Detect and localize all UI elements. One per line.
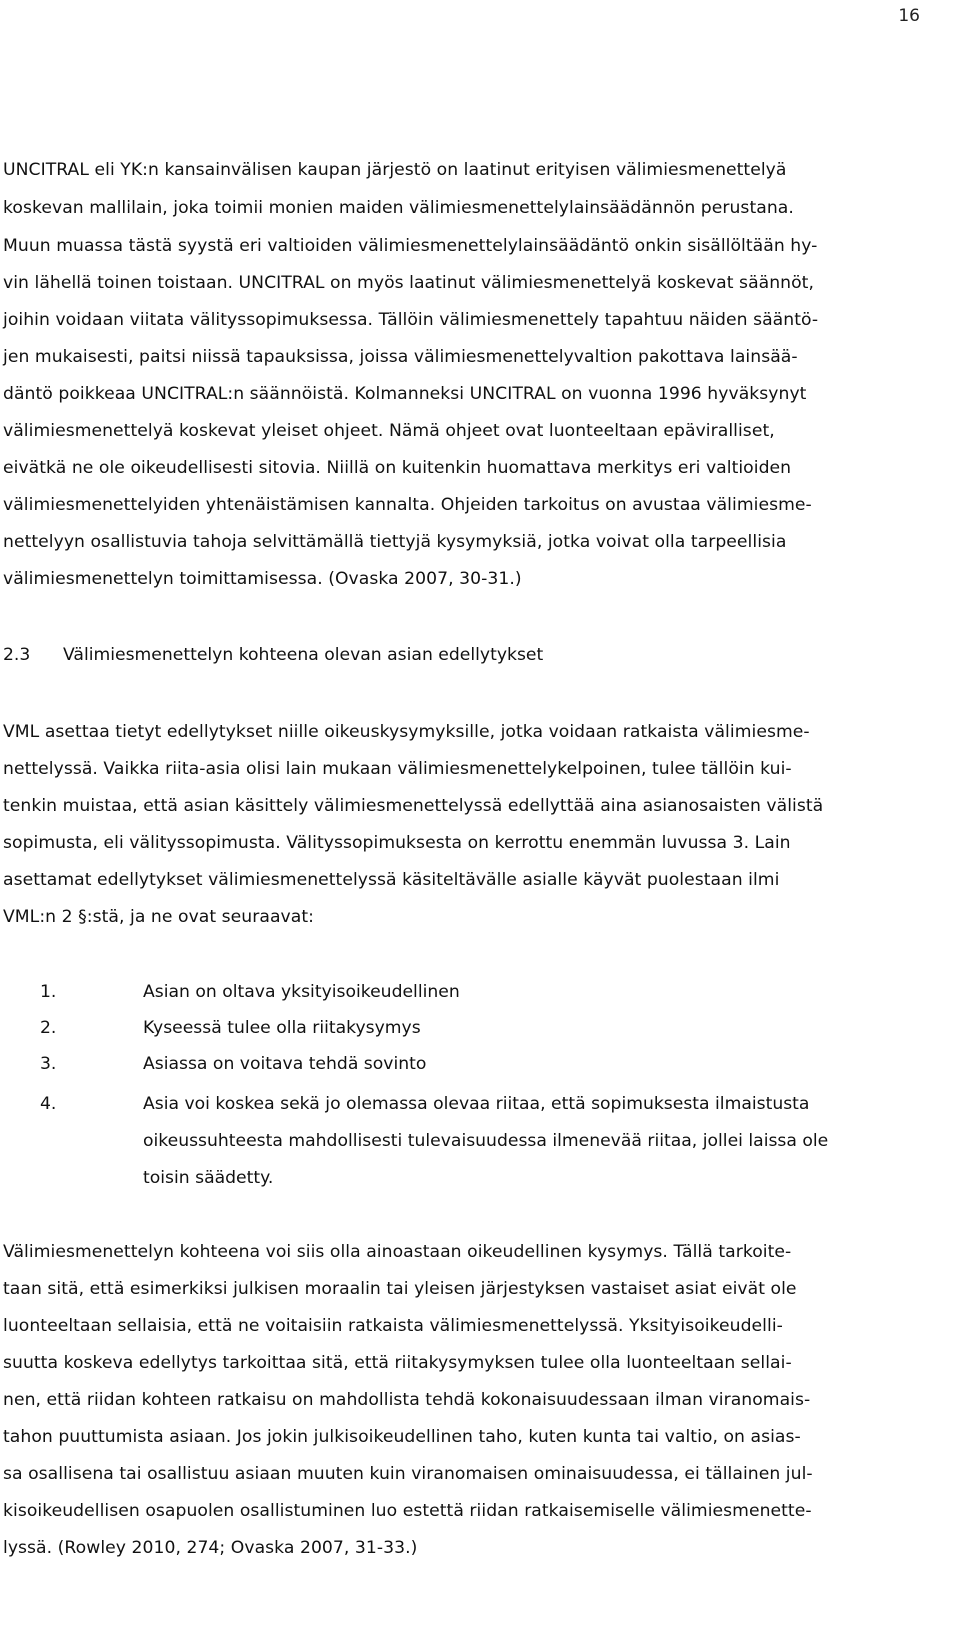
list-item-number: 1. — [40, 982, 57, 1002]
list-item-text: Asian on oltava yksityisoikeudellinen — [143, 982, 460, 1002]
text-line: nen, että riidan kohteen ratkaisu on mahdollista tehdä kokonaisuudessaan ilman viranomais- — [3, 1390, 811, 1410]
text-line: välimiesmenettelyn toimittamisessa. (Ovaska 2007, 30-31.) — [3, 569, 522, 589]
text-line: joihin voidaan viitata välityssopimuksessa. Tällöin välimiesmenettely tapahtuu näiden sääntö- — [3, 310, 819, 330]
text-line: tahon puuttumista asiaan. Jos jokin julkisoikeudellinen taho, kuten kunta tai valtio, on asias- — [3, 1427, 801, 1447]
text-line: eivätkä ne ole oikeudellisesti sitovia. Niillä on kuitenkin huomattava merkitys eri valtioiden — [3, 458, 792, 478]
text-line: tenkin muistaa, että asian käsittely välimiesmenettelyssä edellyttää aina asianosaisten välistä — [3, 796, 824, 816]
text-line: asettamat edellytykset välimiesmenettelyssä käsiteltävälle asialle käyvät puolestaan ilmi — [3, 870, 780, 890]
list-item-number: 2. — [40, 1018, 57, 1038]
list-item-text: Kyseessä tulee olla riitakysymys — [143, 1018, 421, 1038]
section-title: Välimiesmenettelyn kohteena olevan asian edellytykset — [63, 645, 544, 665]
list-item-number: 3. — [40, 1054, 57, 1074]
text-line: sopimusta, eli välityssopimusta. Välityssopimuksesta on kerrottu enemmän luvussa 3. Lain — [3, 833, 791, 853]
page-number: 16 — [898, 6, 920, 26]
text-line: lyssä. (Rowley 2010, 274; Ovaska 2007, 31-33.) — [3, 1538, 418, 1558]
text-line: UNCITRAL eli YK:n kansainvälisen kaupan järjestö on laatinut erityisen välimiesmenettelyä — [3, 160, 787, 180]
text-line: suutta koskeva edellytys tarkoittaa sitä, että riitakysymyksen tulee olla luonteeltaan sellai- — [3, 1353, 792, 1373]
text-line: nettelyssä. Vaikka riita-asia olisi lain mukaan välimiesmenettelykelpoinen, tulee tällöin kui- — [3, 759, 792, 779]
text-line: välimiesmenettelyiden yhtenäistämisen kannalta. Ohjeiden tarkoitus on avustaa välimiesme- — [3, 495, 812, 515]
list-item-text: Asiassa on voitava tehdä sovinto — [143, 1054, 427, 1074]
text-line: luonteeltaan sellaisia, että ne voitaisiin ratkaista välimiesmenettelyssä. Yksityisoikeudelli- — [3, 1316, 783, 1336]
section-heading — [3, 645, 543, 665]
text-line: Välimiesmenettelyn kohteena voi siis olla ainoastaan oikeudellinen kysymys. Tällä tarkoite- — [3, 1242, 792, 1262]
list-item-text: Asia voi koskea sekä jo olemassa olevaa riitaa, että sopimuksesta ilmaistusta — [143, 1094, 810, 1114]
text-line: Muun muassa tästä syystä eri valtioiden välimiesmenettelylainsäädäntö onkin sisällöltään hy- — [3, 236, 818, 256]
text-line: vin lähellä toinen toistaan. UNCITRAL on myös laatinut välimiesmenettelyä koskevat säännöt, — [3, 273, 814, 293]
text-line: nettelyyn osallistuvia tahoja selvittämällä tiettyjä kysymyksiä, jotka voivat olla tarpeellisia — [3, 532, 787, 552]
list-item-text: oikeussuhteesta mahdollisesti tulevaisuudessa ilmenevää riitaa, jollei laissa ole — [143, 1131, 829, 1151]
text-line: VML asettaa tietyt edellytykset niille oikeuskysymyksille, jotka voidaan ratkaista välimiesme- — [3, 722, 810, 742]
list-item-number: 4. — [40, 1094, 57, 1114]
text-line: sa osallisena tai osallistuu asiaan muuten kuin viranomaisen ominaisuudessa, ei tällainen jul- — [3, 1464, 813, 1484]
text-line: koskevan mallilain, joka toimii monien maiden välimiesmenettelylainsäädännön perustana. — [3, 198, 794, 218]
text-line: kisoikeudellisen osapuolen osallistuminen luo estettä riidan ratkaisemiselle välimiesmenette- — [3, 1501, 812, 1521]
text-line: VML:n 2 §:stä, ja ne ovat seuraavat: — [3, 907, 314, 927]
section-number: 2.3 — [3, 645, 31, 665]
text-line: jen mukaisesti, paitsi niissä tapauksissa, joissa välimiesmenettelyvaltion pakottava lainsää- — [3, 347, 798, 367]
list-item-text: toisin säädetty. — [143, 1168, 274, 1188]
text-line: välimiesmenettelyä koskevat yleiset ohjeet. Nämä ohjeet ovat luonteeltaan epäviralliset, — [3, 421, 775, 441]
text-line: däntö poikkeaa UNCITRAL:n säännöistä. Kolmanneksi UNCITRAL on vuonna 1996 hyväksynyt — [3, 384, 807, 404]
text-line: taan sitä, että esimerkiksi julkisen moraalin tai yleisen järjestyksen vastaiset asiat eivät ole — [3, 1279, 797, 1299]
